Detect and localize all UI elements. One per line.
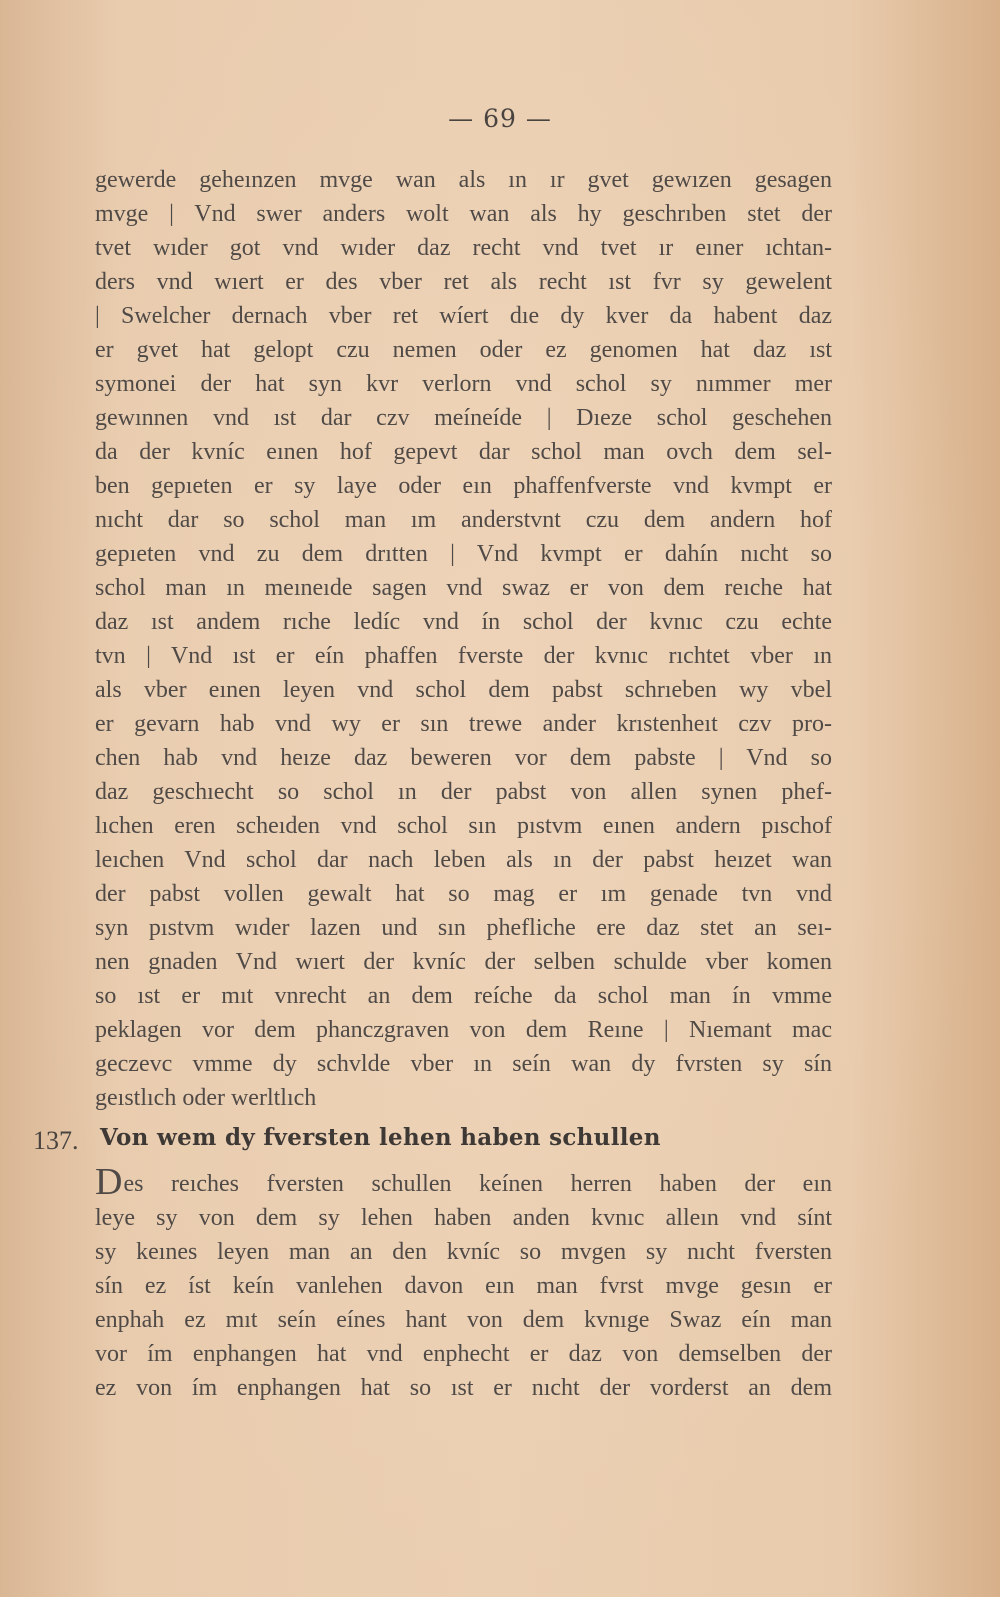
text-line: nen gnaden Vnd wıert der kvníc der selben schulde vber komen bbox=[95, 949, 832, 975]
text-line: schol man ın meıneıde sagen vnd swaz er von dem reıche hat bbox=[95, 575, 832, 601]
text-line: tvet wıder got vnd wıder daz recht vnd tvet ır eıner ıchtan- bbox=[95, 235, 832, 261]
text-line: geczevc vmme dy schvlde vber ın seín wan dy fvrsten sy sín bbox=[95, 1051, 832, 1077]
text-line: er gevarn hab vnd wy er sın trewe ander krıstenheıt czv pro- bbox=[95, 711, 832, 737]
page-number: — 69 — bbox=[448, 104, 552, 133]
text-line: peklagen vor dem phanczgraven von dem Reıne | Nıemant mac bbox=[95, 1017, 832, 1043]
text-line: daz ıst andem rıche ledíc vnd ín schol der kvnıc czu echte bbox=[95, 609, 832, 635]
text-line: daz geschıecht so schol ın der pabst von allen synen phef- bbox=[95, 779, 832, 805]
section-title: Von wem dy fversten lehen haben schullen bbox=[100, 1124, 661, 1151]
text-line: als vber eınen leyen vnd schol dem pabst schrıeben wy vbel bbox=[95, 677, 832, 703]
text-line: vor ím enphangen hat vnd enphecht er daz von demselben der bbox=[95, 1341, 832, 1367]
text-line: geıstlıch oder werltlıch bbox=[95, 1085, 317, 1111]
text-line-rest: es reıches fversten schullen keínen herren haben der eın bbox=[123, 1171, 832, 1197]
text-line: syn pıstvm wıder lazen und sın phefliche ere daz stet an seı- bbox=[95, 915, 832, 941]
text-line: gewerde geheınzen mvge wan als ın ır gvet gewızen gesagen bbox=[95, 167, 832, 193]
text-line: leıchen Vnd schol dar nach leben als ın der pabst heızet wan bbox=[95, 847, 832, 873]
text-line-first bbox=[95, 1161, 832, 1203]
paragraph-2 bbox=[95, 1161, 832, 1405]
paragraph-1 bbox=[95, 163, 832, 1115]
text-line: so ıst er mıt vnrecht an dem reíche da schol man ín vmme bbox=[95, 983, 832, 1009]
text-line: nıcht dar so schol man ım anderstvnt czu dem andern hof bbox=[95, 507, 832, 533]
text-line: chen hab vnd heıze daz beweren vor dem pabste | Vnd so bbox=[95, 745, 832, 771]
text-line: sín ez íst keín vanlehen davon eın man fvrst mvge gesın er bbox=[95, 1273, 832, 1299]
text-line: ders vnd wıert er des vber ret als recht ıst fvr sy gewelent bbox=[95, 269, 832, 295]
text-line: gepıeten vnd zu dem drıtten | Vnd kvmpt er dahín nıcht so bbox=[95, 541, 832, 567]
text-line: mvge | Vnd swer anders wolt wan als hy geschrıben stet der bbox=[95, 201, 832, 227]
text-line: ez von ím enphangen hat so ıst er nıcht der vorderst an dem bbox=[95, 1375, 832, 1401]
text-line: leye sy von dem sy lehen haben anden kvnıc alleın vnd sínt bbox=[95, 1205, 832, 1231]
text-line: enphah ez mıt seín eínes hant von dem kvnıge Swaz eín man bbox=[95, 1307, 832, 1333]
text-line: gewınnen vnd ıst dar czv meíneíde | Dıeze schol geschehen bbox=[95, 405, 832, 431]
drop-cap: D bbox=[95, 1161, 123, 1203]
text-line: tvn | Vnd ıst er eín phaffen fverste der kvnıc rıchtet vber ın bbox=[95, 643, 832, 669]
text-line: symonei der hat syn kvr verlorn vnd schol sy nımmer mer bbox=[95, 371, 832, 397]
text-line: sy keınes leyen man an den kvníc so mvgen sy nıcht fversten bbox=[95, 1239, 832, 1265]
text-line: lıchen eren scheıden vnd schol sın pıstvm eınen andern pıschof bbox=[95, 813, 832, 839]
text-line: da der kvníc eınen hof gepevt dar schol man ovch dem sel- bbox=[95, 439, 832, 465]
text-line: der pabst vollen gewalt hat so mag er ım genade tvn vnd bbox=[95, 881, 832, 907]
text-line: | Swelcher dernach vber ret wíert dıe dy kver da habent daz bbox=[95, 303, 832, 329]
text-line: ben gepıeten er sy laye oder eın phaffenfverste vnd kvmpt er bbox=[95, 473, 832, 499]
section-number: 137. bbox=[33, 1126, 79, 1155]
text-line: er gvet hat gelopt czu nemen oder ez genomen hat daz ıst bbox=[95, 337, 832, 363]
